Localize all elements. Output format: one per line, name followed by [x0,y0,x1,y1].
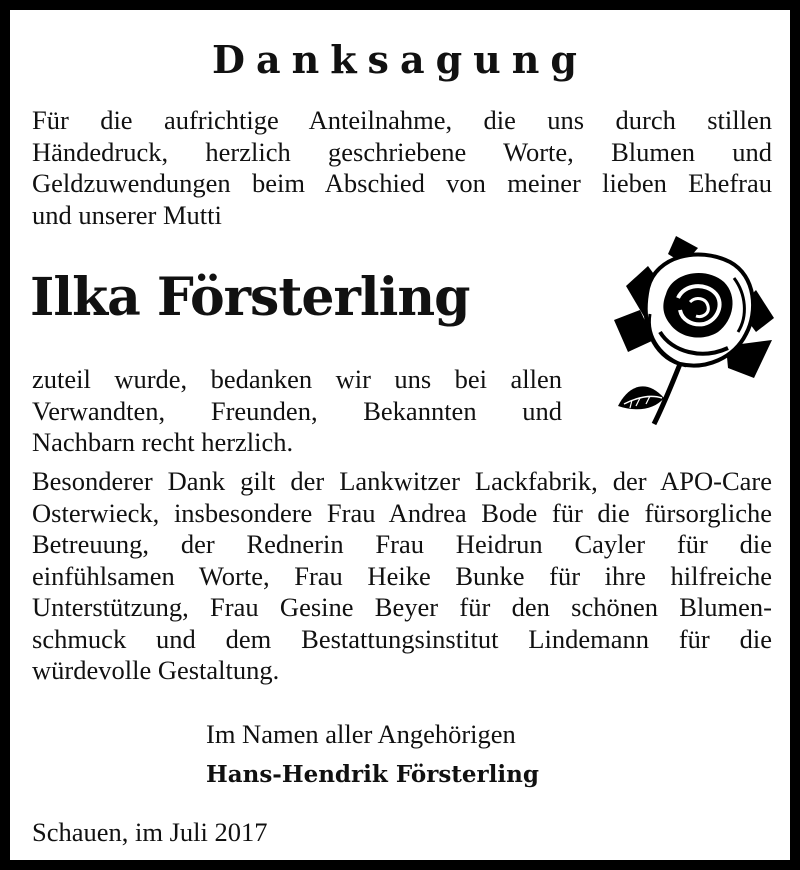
intro-line: Geldzuwendungen beim Abschied von meiner lieben Ehefrau [32,168,772,198]
intro-line: Für die aufrichtige Anteilnahme, die uns durch stillen [32,105,772,135]
special-thanks-paragraph [32,466,772,687]
special-line: schmuck und dem Bestattungsinstitut Lindemann für die [32,623,772,654]
thanks-line: zuteil wurde, bedanken wir uns bei allen [32,364,562,394]
special-line: Betreuung, der Rednerin Frau Heidrun Cayler für die [32,529,772,559]
special-line: Osterwieck, insbesondere Frau Andrea Bode für die fürsorgliche [32,497,772,528]
thanks-line: Nachbarn recht herzlich. [32,427,294,457]
intro-paragraph [32,105,772,231]
notice-title: Danksagung [212,37,588,82]
intro-line: und unserer Mutti [32,199,222,230]
thanks-paragraph [32,364,562,459]
special-line: Unterstützung, Frau Gesine Beyer für den schönen Blumen- [32,592,772,622]
special-line: würdevolle Gestaltung. [32,655,280,685]
signature-intro: Im Namen aller Angehörigen [206,719,516,749]
rose-icon [606,228,778,428]
place-date: Schauen, im Juli 2017 [32,817,268,847]
signature-name: Hans-Hendrik Försterling [206,761,539,788]
thanks-line: Verwandten, Freunden, Bekannten und [32,395,562,426]
special-line: Besonderer Dank gilt der Lankwitzer Lackfabrik, der APO-Care [32,466,772,496]
special-line: einfühlsamen Worte, Frau Heike Bunke für ihre hilfreiche [32,560,772,591]
intro-line: Händedruck, herzlich geschriebene Worte, Blumen und [32,136,772,167]
deceased-name: Ilka Försterling [30,267,470,328]
